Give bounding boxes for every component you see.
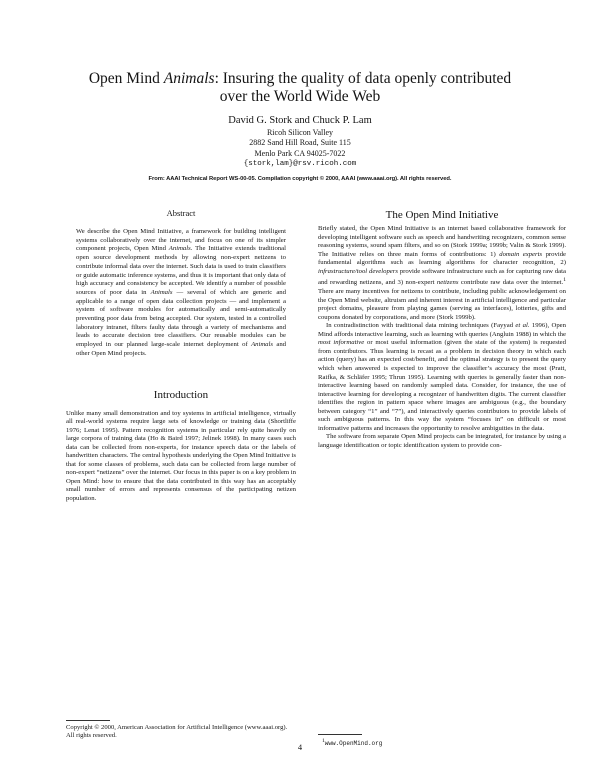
affiliation-street: 2882 Sand Hill Road, Suite 115 — [249, 138, 351, 148]
right-column — [318, 208, 566, 450]
initiative-paragraph-2: In contradistinction with traditional data mining techniques (Fayyad et al. 1996), Open Mind affords interactive learning, such as learning with queries (Angluin 1988) in which the most informative or most useful information (given the state of the system) is requested from contributors. Thus learning is recast as a problem in decision theory in which each action (query) has an expected cost/benefit, and the optimal strategy is to present the query which when answered is expected to improve the classifier’s accuracy the most (Pratt, Raifka, & Schläfer 1995; Thrun 1995). Learning with queries is generally faster than non-interactive learning based on randomly sampled data. Consider, for instance, the use of interactive learning for developing a recognizer of handwritten digits. The current classifier identifies the region in pattern space where images are ambiguous (e.g., the boundary between category “1” and “7”), and interactively queries contributors to provide labels of such ambiguous patterns. In this way the system “focuses in” on difficult or most informative patterns and increases the opportunity to resolve ambiguities in the data. — [318, 322, 566, 432]
abstract-text-1: We describe the Open Mind Initiative, a framework for building intelligent systems collaboratively over the internet, and focus on one of its simpler component projects, Open Mind — [76, 228, 286, 253]
footnote-rule — [318, 734, 362, 735]
title-italic: Animals — [163, 70, 215, 87]
title-part-1: Open Mind — [88, 70, 164, 87]
abstract-italic-2: Animals — [150, 288, 173, 296]
title-line-2: over the World Wide Web — [219, 88, 381, 105]
affiliation-city: Menlo Park CA 94025-7022 — [254, 148, 346, 158]
left-column — [66, 208, 296, 504]
introduction-paragraph: Unlike many small demonstration and toy systems in artificial intelligence, virtually all real-world systems require large sets of knowledge or training data (Shortliffe 1976; Lenat 1995). Pattern recognition systems in particular rely quite heavily on large corpora of training data (Ho & Baird 1997; Jelinek 1998). In many cases such data can be collected from non-experts, for instance speech data or the labels of handwritten characters. The central hypothesis underlying the Open Mind Initiative is that for some classes of problems, such data can be collected from large number of non-expert “netizens” over the internet. Our focus in this paper is on a key problem in Open Mind: how to ensure that the data contributed in this way has an acceptably small number of errors and represents consensus of the participating netizen population. — [66, 409, 296, 503]
title-part-2: : Insuring the quality of data openly contributed — [214, 70, 512, 87]
abstract-italic-1: Animals — [168, 245, 191, 253]
introduction-body — [66, 410, 296, 504]
copyright-rule — [66, 720, 110, 721]
paper-title — [40, 70, 560, 106]
affiliation — [40, 128, 560, 169]
abstract-text-2: . The Initiative extends traditional open source development methods by allowing non-expert netizens to contribute informal data over the internet. Such data is used to train classifiers or guide automatic inference systems, and thus it is important that only data of high accuracy and consistency be accepted. We identify a number of possible sources of poor data in — [76, 245, 286, 296]
footnote-url: www.OpenMind.org — [324, 740, 383, 748]
introduction-heading: Introduction — [153, 388, 209, 401]
footnote-marker: 1 — [563, 277, 566, 284]
initiative-paragraph-1: Briefly stated, the Open Mind Initiative is an internet based collaborative framework for developing intelligent software such as speech and handwriting recognizers, common sense reasoning systems, sound spam filters, and so on (Stork 1999a; 1999b; Valin & Stork 1999). The Initiative relies on three main forms of contributions: 1) domain experts provide fundamental algorithms such as learning algorithms for character recognition, 2) infrastructure/tool developers provide software infrastructure such as for capturing raw data and rewarding netizens, and 3) non-expert netizens contribute raw data over the internet.$^1$ There are many incentives for netizens to contribute, including public acknowledgement on the Open Mind website, altruism and inherent interest in artificial intelligence and particular project domains, pleasure from playing games (serving as interfaces), lotteries, gifts and coupons donated by corporations, and more (Stork 1999b). — [318, 225, 567, 321]
abstract-italic-3: Animals — [251, 341, 273, 349]
page-number: 4 — [297, 742, 303, 752]
copyright-note: Copyright © 2000, American Association for Artificial Intelligence (www.aaai.org). All rights reserved. — [66, 724, 288, 740]
affiliation-org: Ricoh Silicon Valley — [266, 128, 334, 137]
initiative-paragraph-3: The software from separate Open Mind projects can be integrated, for instance by using a language identification or topic identification system to provide con- — [318, 433, 566, 449]
abstract-text-3: — several of which are generic and applicable to a range of open data collection projects — and implement a system of software modules for automatically and semi-automatically preventing poor data from being accepted. Our system, tested in a controlled laboratory intranet, filters faulty data through a variety of mechanisms and leads to accurate decision tree classifiers. Our reusable modules can be employed in our planned large-scale internet deployment of — [76, 288, 286, 349]
affiliation-email: {stork,lam}@rsv.ricoh.com — [243, 159, 357, 168]
abstract-heading: Abstract — [166, 208, 196, 218]
abstract-body — [76, 228, 286, 359]
authors: David G. Stork and Chuck P. Lam — [228, 115, 372, 126]
from-line: From: AAAI Technical Report WS-00-05. Compilation copyright © 2000, AAAI (www.aaai.org). All rights reserved. — [148, 176, 452, 182]
initiative-heading: The Open Mind Initiative — [385, 209, 499, 221]
footnote-mark: 1 — [322, 738, 325, 744]
initiative-body — [318, 225, 566, 450]
abstract-text-4: and other Open Mind projects. — [76, 341, 287, 357]
